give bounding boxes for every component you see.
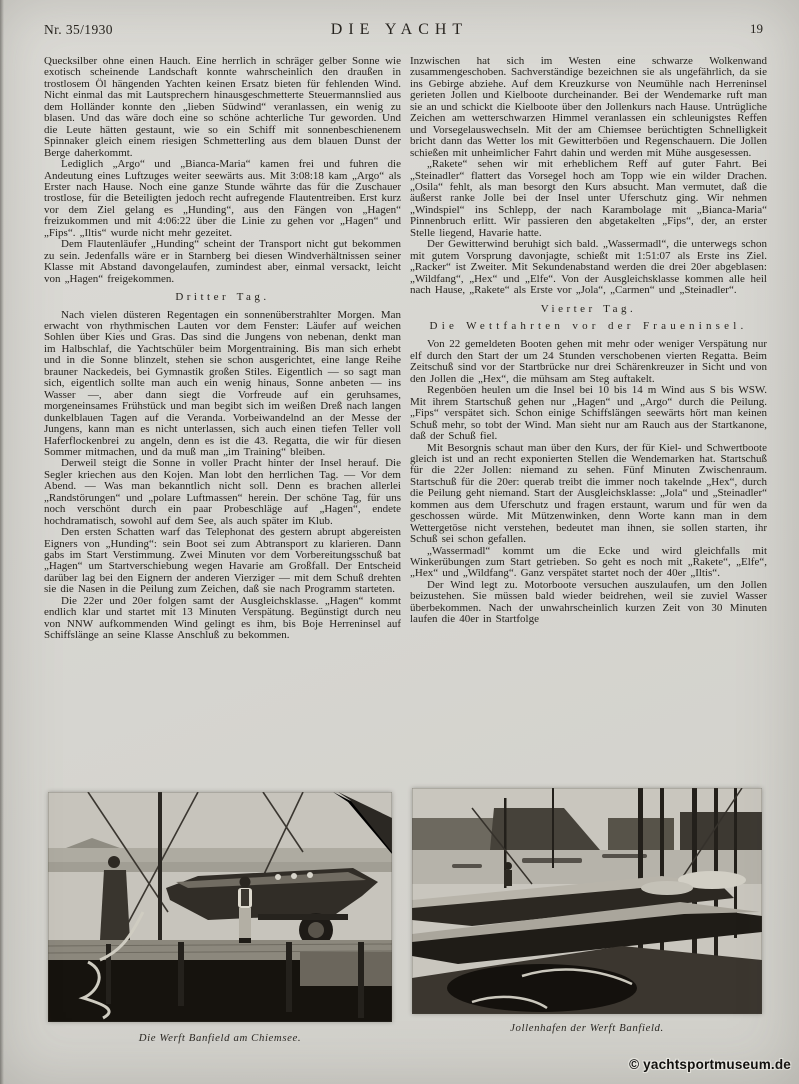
paragraph: Die 22er und 20er folgen samt der Ausgleichsklasse. „Hagen“ kommt endlich klar und startet mit 13 Minuten Verspätung. Begünstigt durch neu von NNW aufkommenden Wind gelingt es ihm, bis Boje Herreninsel auf Schiffslänge an seine Klasse Anschluß zu bekommen. xyxy=(44,594,401,642)
section-heading-vierter-tag: Vierter Tag. xyxy=(540,302,637,315)
photo-caption-left: Die Werft Banfield am Chiemsee. xyxy=(138,1032,302,1044)
trailer-frame xyxy=(258,914,348,920)
paragraph: Mit Besorgnis schaut man über den Kurs, der für Kiel- und Schwertboote gleich ist und an recht exponierten Stellen die Wendemarken hat. Startschuß für die 22er Jollen: niemand zu sehen. Fünf Minuten Zwischenraum. Startschuß für die 20er: querab treibt die immer noch takelnde „Hex“, durch die Peilung geht niemand. Start der Ausgleichsklasse: „Jola“ und „Steinadler“ kommen aus dem Uferschutz und fragen erstaunt, warum und für wen da geschossen würde. Mit Mützenwinken, denn Worte kann man in dem Wettergetöse nicht verstehen, bedeutet man ihnen, sie sollen starten, ihr Schuß sei schon gefallen. xyxy=(410,441,767,546)
paragraph: „Wassermadl“ kommt um die Ecke und wird gleichfalls mit Winkerübungen zum Start getrieben. So geht es noch mit „Rakete“, „Elfe“, „Hex“ und „Wildfang“. Ganz verspätet startet noch der 40er „Iltis“. xyxy=(410,544,767,580)
paragraph: Lediglich „Argo“ und „Bianca-Maria“ kamen frei und fuhren die Andeutung eines Luftzuges weiter seewärts aus. Mit 3:08:18 kam „Argo“ als Erster nach Hause. Noch eine ganze Stunde währte das für die Zuschauer trostlose, für die Beteiligten jedoch recht aufregende Flautentreiben. Erst kurz vor dem Ziel gelang es „Hunding“, aus den Fängen von „Hagen“ freizukommen und mit 4:06:22 über die Linie zu gehen vor „Hagen“ und „Fips“. „Iltis“ wurde nicht mehr gezeitet. xyxy=(44,158,401,239)
photo-illustration-harbour xyxy=(412,788,762,1014)
photo-jollenhafen xyxy=(412,788,762,1014)
wheel-hub xyxy=(308,922,324,938)
sail-bundle xyxy=(641,881,693,895)
paragraph: Nach vielen düsteren Regentagen ein sonnenüberstrahlter Morgen. Man erwacht von rhythmischen Lauten vor dem Fenster: Läufer auf weichen Sohlen über Kies und Gras. Das sind die Jungens von nebenan, denkt man im Halbschlaf, die Yachtschüler beim Morgentraining. Bis man sich erhebt und in die Sonne blinzelt, stehen sie schon ausgerichtet, eine lange Reihe brauner Nackedeis, bei Gymnastik großen Stiles. Eigentlich — so sagt man sich, eigentlich sollte man auch ein wenig hinaus, Sonne anbeten — ins Wasser —, aber dann siegt die Vorfreude auf ein geruhsames, morgeneinsames Frühstück und man begibt sich im weißen Dreß nach langen dunkelblauen Tagen auf die Veranda. Vorbeiwandelnd an der Messe der Jungens, kann man es nicht unterlassen, sich auch einen tiefen Teller voll Haferflockenbrei zu angeln, denn es ist die 43. Regatta, die wir für diesen Sommer mitmachen, und da muß man „im Training“ bleiben. xyxy=(44,308,401,458)
jetty-side xyxy=(300,952,392,986)
porthole xyxy=(291,873,297,879)
issue-number: Nr. 35/1930 xyxy=(44,22,113,37)
figure-on-boat xyxy=(504,862,512,886)
paragraph: Inzwischen hat sich im Westen eine schwarze Wolkenwand zusammengeschoben. Sachverständige bezeichnen sie als ungefährlich, da sie ins Gebirge abziehe. Auf dem Kreuzkurse von Neumühle nach Herreninsel gerieten Jollen und Kielboote durcheinander. Bei der Wendemarke ruft man sie an und schickt die Kielboote über den Jollenkurs nach Hause. Untrügliche Zeichen am wetterschwarzen Himmel veranlassen ein schleunigstes Reffen und Vorsegelauswechseln. Mit der am Chiemsee berüchtigten Schnelligkeit bricht dann das Wetter los mit Gewitterböen und Regenschauern. Die Jollen schießen mit unheimlicher Fahrt dahin und werden mit Mühe ausgesessen. xyxy=(410,56,767,159)
paragraph: Den ersten Schatten warf das Telephonat des gestern abrupt abgereisten Eigners von „Hunding“: sein Boot sei zum Abtransport zu klarieren. Dann gabs im Start Verstimmung. Zwei Minuten vor dem Vorbereitungsschuß bat „Hagen“ um Startverschiebung wegen Havarie am Großfall. Der Entscheid darüber lag bei den Eignern der anderen Vierziger — mit dem Schuß drehten sie die Nasen in die Peilung zum Zeichen, daß sie nach Programm starteten. xyxy=(44,526,401,596)
paragraph: Der Wind legt zu. Motorboote versuchen auszulaufen, um den Jollen beizustehen. Sie müssen bald wieder beidrehen, weil sie zuviel Wasser überbekommen. Nach der unwahrscheinlich kurzen Zeit von 30 Minuten laufen die 40er in Startfolge xyxy=(410,578,767,626)
photo-werft-banfield xyxy=(48,792,392,1022)
scan-edge-shadow xyxy=(0,0,4,1084)
paragraph: Von 22 gemeldeten Booten gehen mit mehr oder weniger Verspätung nur elf durch den Start der um 24 Stunden verschobenen vierten Regatta. Beim Zeitschuß sind vor der Startbrücke nur drei Schärenkreuzer in Sicht und von den Jollen die „Hex“, die mühsam am Steg auftakelt. xyxy=(410,338,767,385)
page-number: 19 xyxy=(750,21,763,36)
magazine-title: DIE YACHT xyxy=(330,21,469,38)
photo-illustration-shipyard xyxy=(48,792,392,1022)
porthole xyxy=(275,874,281,880)
section-heading-dritter-tag: Dritter Tag. xyxy=(175,291,270,304)
watermark-yachtsportmuseum: © yachtsportmuseum.de xyxy=(629,1057,791,1072)
paragraph: Quecksilber ohne einen Hauch. Eine herrlich in schräger gelber Sonne wie exotisch scheinende Landschaft konnte wahrscheinlich den draußen in trostlosem Öl hängenden Yachten keinen Ersatz bieten für fehlenden Wind. Nicht einmal das mit Lautsprechern hinausgeschmetterte Steuermannslied aus dem Holländer konnte den „lieben Südwind“ veranlassen, ein wenig zu blasen. Und das wäre doch eine so schöne achterliche Tur geworden. Und die Leute hätten gestaunt, wie so ein Schiff mit sonnenbeschienenem Spinnaker gleich einem riesigen Schmetterling aus dem blauen Dunst der Berge daherkommt. xyxy=(44,56,401,159)
section-subheading-wettfahrten: Die Wettfahrten vor der Fraueninsel. xyxy=(429,319,748,332)
paragraph: Der Gewitterwind beruhigt sich bald. „Wassermadl“, die unterwegs schon mit gutem Vorsprung davonjagte, schießt mit 1:51:07 als Erste ins Ziel. „Racker“ ist Zweiter. Mit Sekundenabstand werden die drei 20er abgeblasen: „Wildfang“, „Hex“ und „Elfe“. Von der Ausgleichsklasse kommen alle heil nach Hause, „Rakete“ als Erste vor „Jola“, „Carmen“ und „Steinadler“. xyxy=(410,238,767,297)
mast xyxy=(158,792,162,944)
paragraph: Dem Flautenläufer „Hunding“ scheint der Transport nicht gut bekommen zu sein. Jedenfalls wäre er in Starnberg bei diesen Windverhältnissen seiner Klasse mit Abstand davongelaufen, zumindest aber, einmal versackt, leicht von „Hagen“ freigekommen. xyxy=(44,238,401,285)
paragraph: Regenböen heulen um die Insel bei 10 bis 14 m Wind aus S bis WSW. Mit ihrem Startschuß gehen nur „Hagen“ und „Argo“ durch die Peilung. „Fips“ verspätet sich. Schon einige Schiffslängen seewärts hört man keinen Schuß mehr, so tobt der Wind. Man sieht nur am Rauch aus der Startkanone, daß der Schuß fiel. xyxy=(410,384,767,443)
left-column xyxy=(44,56,401,792)
right-column xyxy=(410,56,767,792)
porthole xyxy=(307,872,313,878)
paragraph: Derweil steigt die Sonne in voller Pracht hinter der Insel herauf. Die Segler kriechen aus den Kojen. Man lobt den herrlichen Tag. — Vor dem Abend. — Was man bekanntlich nicht soll. Denn es brachen allerlei „Randstörungen“ und „polare Luftmassen“ herein. Der schöne Tag, für uns noch verschönt durch ein paar Probeschläge auf „Hagen“, endete hochdramatisch, sowohl auf dem See, als auch später im Klub. xyxy=(44,457,401,527)
photo-caption-right: Jollenhafen der Werft Banfield. xyxy=(510,1022,664,1034)
paragraph: „Rakete“ sehen wir mit erheblichem Reff auf guter Fahrt. Bei „Steinadler“ flattert das Vorsegel hoch am Topp wie ein wilder Drachen. „Osila“ fehlt, als man besorgt den Kurs absucht. Man vermutet, daß die äußerst ranke Jolle bei der Insel unter Uferschutz ging. Wir nehmen „Windspiel“ ins Schlepp, der nach Karambolage mit „Bianca-Maria“ Pinnenbruch erlitt. Wir passieren den abgetakelten „Fips“, der, an erster Stelle liegend, Havarie hatte. xyxy=(410,158,767,239)
